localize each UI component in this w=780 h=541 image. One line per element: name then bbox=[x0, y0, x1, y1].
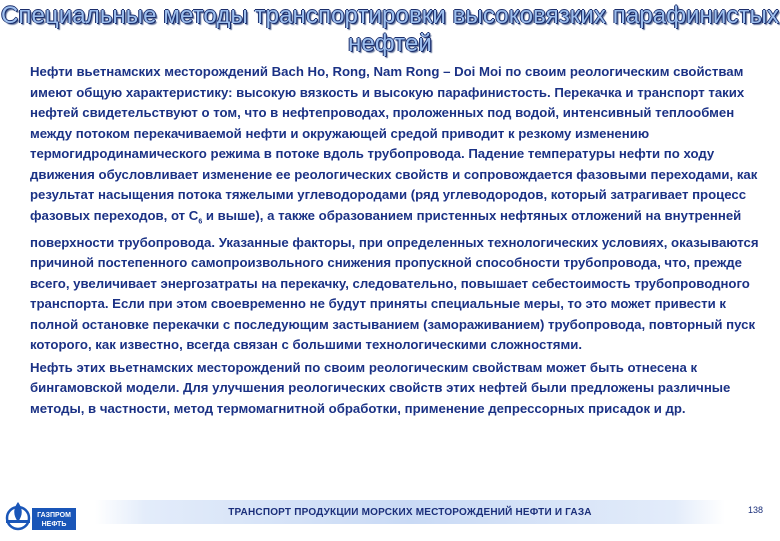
carbon-subscript: 6 bbox=[198, 218, 203, 226]
page-number: 138 bbox=[748, 505, 764, 515]
title-area bbox=[0, 2, 780, 58]
logo-text-line-1: ГАЗПРОМ bbox=[37, 512, 71, 519]
company-logo bbox=[4, 496, 80, 536]
footer-bar bbox=[95, 500, 725, 524]
paragraph-1-part-a: Нефти вьетнамских месторождений Bach Ho, Rong, Nam Rong – Doi Moi по своим реологическим свойствам имеют общую характеристику: высокую вязкость и высокую парафинистость. Перекачка и транспорт таких нефтей свидетельствуют о том, что в нефтепроводах, проложенных под водой, интенсивный теплообмен между потоком перекачиваемой нефти и окружающей средой приводит к резкому изменению термогидродинамического режима в потоке вдоль трубопровода. Падение температуры нефти по ходу движения обусловливает изменение ее реологических свойств и сопровождается фазовыми переходами, как результат насыщения потока тяжелыми углеводородами (ряд углеводородов, который затрагивает процесс фазовых переходов, от С bbox=[30, 64, 758, 223]
paragraph-1-part-b: и выше), а также образованием пристенных нефтяных отложений на внутренней поверхности трубопровода. Указанные факторы, при определенных технологических условиях, оказываются причиной постепенного самопроизвольного снижения пропускной способности трубопровода, что, прежде всего, увеличивает энергозатраты на перекачку, следовательно, повышает себестоимость трубопроводного транспорта. Если при этом своевременно не будут приняты специальные меры, то это может привести к полной остановке перекачки с последующим застыванием (замораживанием) трубопровода, повторный пуск которого, как известно, всегда связан с большими технологическими сложностями. bbox=[30, 207, 759, 353]
paragraph-2: Нефть этих вьетнамских месторождений по своим реологическим свойствам может быть отнесена к бингамовской модели. Для улучшения реологических свойств этих нефтей были предложены различные методы, в частности, метод термомагнитной обработки, применение депрессорных присадок и др. bbox=[30, 359, 731, 416]
logo-text-line-2: НЕФТЬ bbox=[41, 521, 67, 528]
gazprom-flame-logo-icon bbox=[4, 496, 80, 536]
page-title: Специальные методы транспортировки высоковязких парафинистых нефтей bbox=[0, 2, 780, 57]
paragraph-1 bbox=[30, 62, 768, 356]
slide-body bbox=[30, 62, 768, 421]
footer bbox=[0, 492, 780, 540]
footer-caption: ТРАНСПОРТ ПРОДУКЦИИ МОРСКИХ МЕСТОРОЖДЕНИЙ НЕФТИ И ГАЗА bbox=[228, 506, 592, 518]
